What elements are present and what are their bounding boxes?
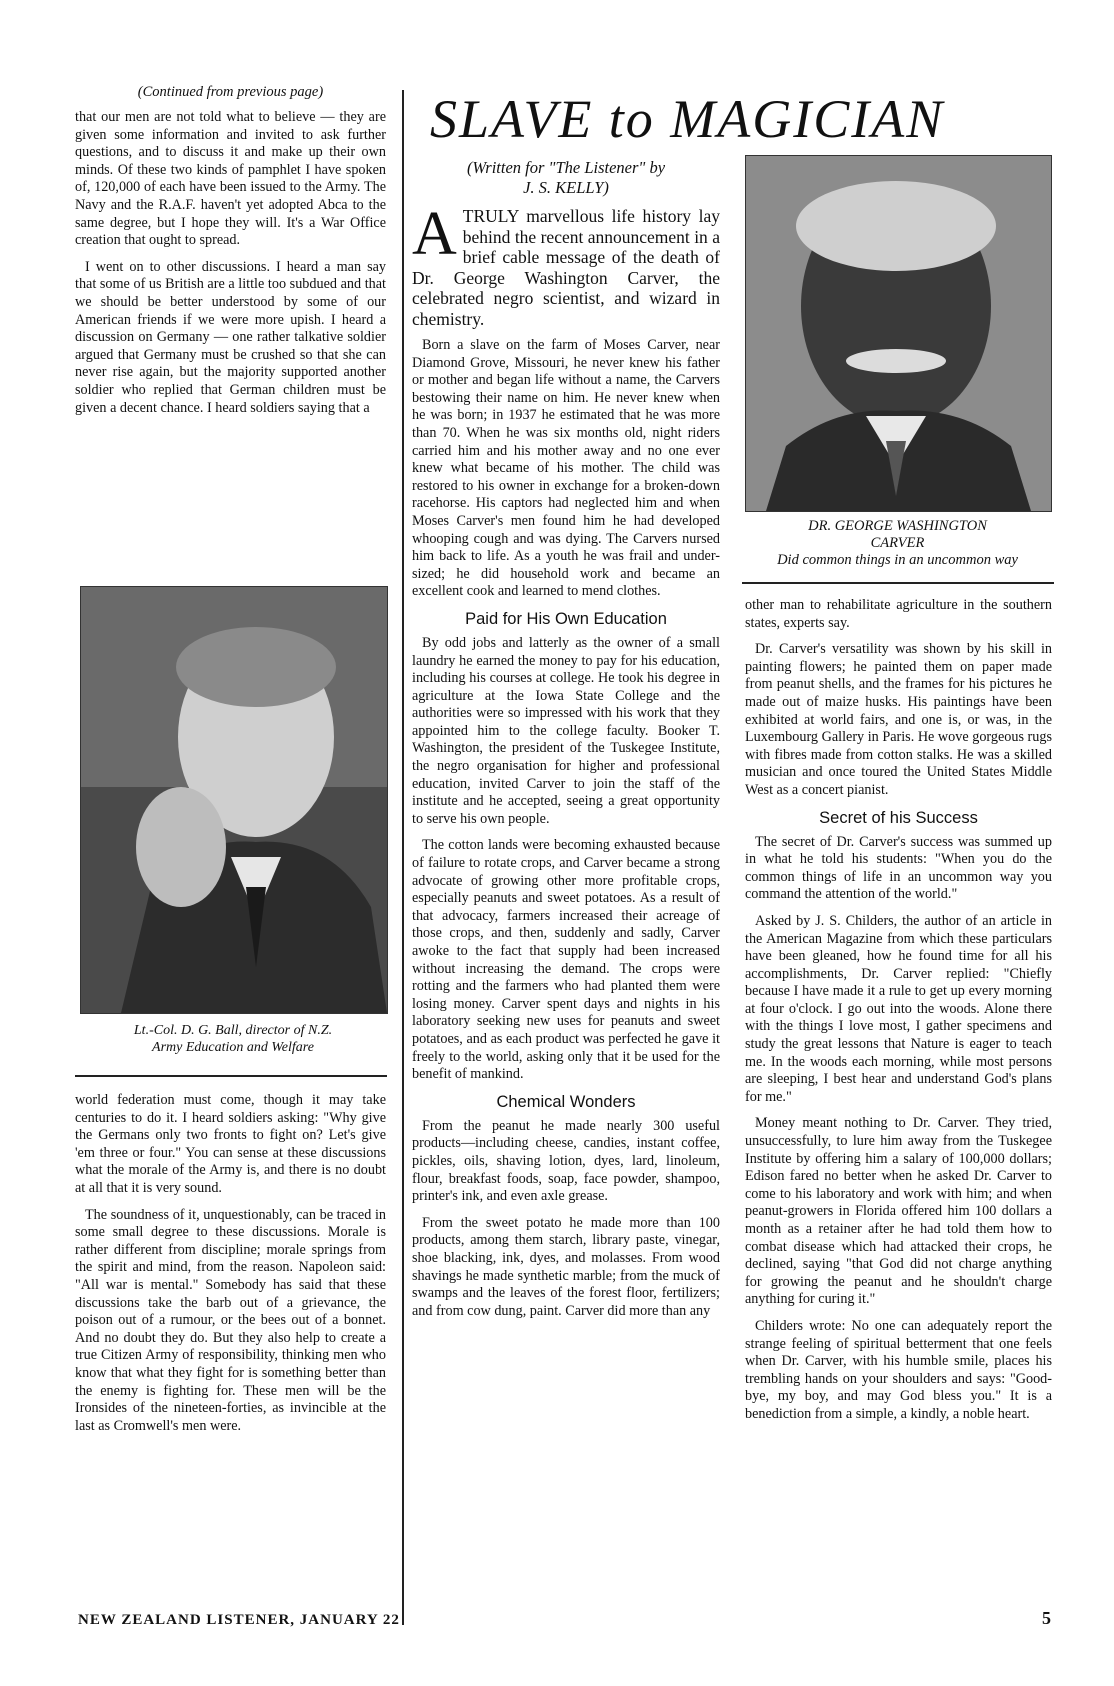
body-paragraph: Asked by J. S. Childers, the author of an article in the American Magazine from which these particulars have been gleaned, how he found time for all his accomplishments, Dr. Carver replied: "Chiefly because I have made it a rule to get up every morning at four o'clock. I go out into the woods. Alone there with the things I love most, I gather specimens and study the great lessons that Nature is eager to teach me. In the woods each morning, while most persons are sleeping, I best hear and understand God's plans for me." [745, 912, 1052, 1105]
left-column-bottom [75, 1092, 386, 1444]
photo-caption-ball [78, 1022, 388, 1056]
body-paragraph: world federation must come, though it may take centuries to do it. I heard soldiers asking: "Why give the Germans only two fronts to fight on? Let's give 'em three or four." You can sense at these discussions what the morale of the Army is, and there is no doubt at all that it is very sound. [75, 1092, 386, 1196]
body-paragraph: Born a slave on the farm of Moses Carver, near Diamond Grove, Missouri, he never knew his father or mother and began life without a name, the Carvers bestowing their name on him. He never knew when he was born; in 1937 he estimated that he was more than 70. When he was six months old, night riders carried him and his mother away and no one ever knew what became of his mother. The child was restored to his owner in exchange for a broken-down racehorse. His captors had neglected him and when Moses Carver's men found him he had developed whooping cough and was dying. The Carvers nursed him back to life. As a youth he was frail and under-sized; he did household work and became an excellent cook and learned to mend clothes. [412, 337, 720, 600]
caption-line: DR. GEORGE WASHINGTON [808, 518, 987, 534]
left-column-top [75, 84, 386, 426]
page-number: 5 [1042, 1608, 1051, 1628]
caption-line: CARVER [870, 535, 925, 551]
continued-note: (Continued from previous page) [137, 84, 324, 100]
byline [416, 158, 716, 198]
body-paragraph: Dr. Carver's versatility was shown by his skill in painting flowers; he painted them on paper made from peanut shells, and the frames for his pictures he made out of maize husks. His paintings have been exhibited at world fairs, and one is, or was, in the Luxembourg Gallery in Paris. He wove gorgeous rugs with fibres made from cotton stalks. He was a skilled musician and once toured the United States Middle West as a concert pianist. [745, 641, 1052, 798]
drop-cap: A [412, 200, 457, 268]
body-paragraph: Money meant nothing to Dr. Carver. They tried, unsuccessfully, to lure him away from the Tuskegee Institute by offering him a salary of 100,000 dollars; Edison fared no better when he asked Dr. Carver to come to his laboratory and work with him; and when peanut-growers in Florida offered him 100 dollars a month as a retainer after he had told them how to combat disease which had attacked their crops, he declined, saying "that God did not charge anything for growing the peanut and he shouldn't charge anything for curing it." [745, 1115, 1052, 1308]
portrait-carver-image [746, 156, 1051, 511]
body-paragraph: Childers wrote: No one can adequately report the strange feeling of spiritual betterment that one feels when Dr. Carver, with his humble smile, places his trembling hands on your shoulders and says: "Good-bye, my boy, and may God bless you." It is a benediction from a simple, a kindly, a noble heart. [745, 1317, 1052, 1422]
lead-text: TRULY marvellous life history lay behind the recent announcement in a brief cable message of the death of Dr. George Washington Carver, the celebrated negro scientist, and wizard in chemistry. [412, 206, 720, 329]
body-paragraph: that our men are not told what to believe — they are given some information and invited to ask further questions, and to discuss it and make up their own minds. Of these two kinds of pamphlet I have spoken of, 120,000 of each have been issued to the Army. The Navy and the R.A.F. haven't yet adopted Abca to the same degree, but I hope they will. It's a War Office creation that ought to spread. [75, 109, 386, 249]
caption-rule [742, 582, 1054, 584]
section-heading: Paid for His Own Education [465, 609, 667, 628]
column-rule [402, 90, 404, 1625]
portrait-photo-ball [80, 586, 388, 1014]
caption-line: Army Education and Welfare [152, 1040, 314, 1055]
photo-caption-carver [740, 518, 1055, 569]
portrait-ball-image [81, 587, 387, 1013]
body-paragraph: From the sweet potato he made more than 100 products, among them starch, library paste, vinegar, shoe blacking, ink, dyes, and molasses. From wood shavings he made synthetic marble; from the muck of swamps and the leaves of the forest floor, fertilizers; and from cow dung, paint. Carver did more than any [412, 1214, 720, 1319]
lead-paragraph [412, 200, 720, 329]
body-paragraph: I went on to other discussions. I heard a man say that some of us British are a little too subdued and that we should be better understood by some of our American friends if we were more upish. I heard a discussion on Germany — one rather talkative soldier argued that Germany must be crushed so that she can never rise again, but the majority supported another soldier who replied that German children must be given a decent chance. I heard soldiers saying that a [75, 258, 386, 416]
body-paragraph: The secret of Dr. Carver's success was summed up in what he told his students: "When you do the common things of life in an uncommon way you command the attention of the world." [745, 833, 1052, 903]
byline-line: J. S. KELLY) [523, 178, 609, 197]
caption-line: Did common things in an uncommon way [777, 552, 1018, 568]
byline-line: (Written for "The Listener" by [466, 158, 666, 177]
article-title: SLAVE to MAGICIAN [430, 89, 945, 149]
body-paragraph: other man to rehabilitate agriculture in the southern states, experts say. [745, 597, 1052, 631]
body-paragraph: The cotton lands were becoming exhausted because of failure to rotate crops, and Carver became a strong advocate of growing other more profitable crops, especially peanuts and sweet potatoes. As a result of that advocacy, farmers increased their acreage of those crops, and then, suddenly and sadly, Carver awoke to the fact that supply had been increased without increasing the demand. The crops were rotting and the farmers who had planted them were losing money. Carver spent days and nights in his laboratory seeking new uses for peanuts and sweet potatoes, and as each product was perfected he gave it freely to the world, asking only that it be used for the benefit of mankind. [412, 837, 720, 1083]
caption-rule [75, 1075, 387, 1077]
section-heading: Secret of his Success [819, 808, 978, 827]
body-paragraph: By odd jobs and latterly as the owner of a small laundry he earned the money to pay for his education, including his courses at college. He took his degree in agriculture at the Iowa State College and the authorities were so impressed with his work that they appointed him to the college faculty. Booker T. Washington, the president of the Tuskegee Institute, the negro organisation for higher and professional education, invited Carver to join the staff of the institute and he accepted, seeing a great opportunity to serve his own people. [412, 634, 720, 827]
publication-footer: NEW ZEALAND LISTENER, JANUARY 22 [78, 1612, 400, 1628]
middle-column [412, 200, 720, 1329]
body-paragraph: From the peanut he made nearly 300 useful products—including cheese, candies, instant coffee, pickles, oils, shaving lotion, dyes, lard, linoleum, flour, breakfast foods, soap, face powder, shampoo, printer's ink, and even axle grease. [412, 1117, 720, 1205]
caption-line: Lt.-Col. D. G. Ball, director of N.Z. [133, 1023, 333, 1038]
right-column [745, 597, 1052, 1433]
body-paragraph: The soundness of it, unquestionably, can be traced in some small degree to these discussions. Morale is rather different from discipline; morale springs from the spirit and mind, from the reason. Napoleon said: "All war is mental." Somebody has said that these discussions take the barb out of a grievance, the poison out of a rumour, or the bees out of a bonnet. And no doubt they do. But they also help to create a true Citizen Army of responsibility, thinking men who know that what they fight for is something better than the enemy is fighting for. These men will be the Ironsides of the nineteen-forties, as invincible at the last as Cromwell's men were. [75, 1206, 386, 1434]
portrait-photo-carver [745, 155, 1052, 512]
section-heading: Chemical Wonders [496, 1092, 636, 1111]
